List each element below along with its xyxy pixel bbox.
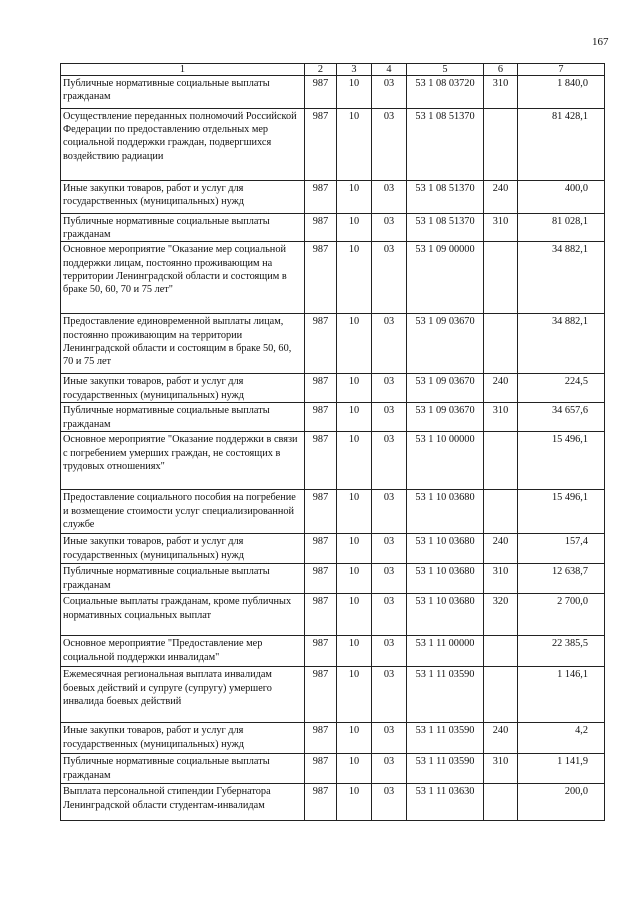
cell-pr: 03 bbox=[372, 594, 407, 636]
cell-gr: 987 bbox=[305, 374, 337, 403]
column-header: 2 bbox=[305, 64, 337, 76]
cell-sum: 15 496,1 bbox=[518, 432, 605, 490]
cell-rz: 10 bbox=[337, 314, 372, 374]
cell-pr: 03 bbox=[372, 374, 407, 403]
cell-sum: 34 657,6 bbox=[518, 403, 605, 432]
table-row bbox=[61, 242, 605, 314]
cell-vr: 240 bbox=[484, 374, 518, 403]
cell-vr: 310 bbox=[484, 76, 518, 109]
cell-gr: 987 bbox=[305, 76, 337, 109]
cell-csr: 53 1 08 51370 bbox=[407, 214, 484, 242]
cell-rz: 10 bbox=[337, 594, 372, 636]
row-name: Иные закупки товаров, работ и услуг для государственных (муниципальных) нужд bbox=[61, 534, 305, 564]
cell-csr: 53 1 09 03670 bbox=[407, 314, 484, 374]
cell-pr: 03 bbox=[372, 432, 407, 490]
cell-sum: 1 141,9 bbox=[518, 754, 605, 784]
cell-sum: 22 385,5 bbox=[518, 636, 605, 667]
table-row bbox=[61, 723, 605, 754]
cell-csr: 53 1 08 51370 bbox=[407, 109, 484, 181]
cell-vr: 310 bbox=[484, 214, 518, 242]
row-name: Социальные выплаты гражданам, кроме публичных нормативных социальных выплат bbox=[61, 594, 305, 636]
table-row bbox=[61, 636, 605, 667]
cell-gr: 987 bbox=[305, 314, 337, 374]
cell-sum: 2 700,0 bbox=[518, 594, 605, 636]
table-row bbox=[61, 432, 605, 490]
cell-sum: 157,4 bbox=[518, 534, 605, 564]
cell-vr bbox=[484, 784, 518, 821]
cell-csr: 53 1 11 00000 bbox=[407, 636, 484, 667]
cell-sum: 200,0 bbox=[518, 784, 605, 821]
cell-vr: 240 bbox=[484, 181, 518, 214]
cell-csr: 53 1 11 03590 bbox=[407, 754, 484, 784]
row-name: Иные закупки товаров, работ и услуг для государственных (муниципальных) нужд bbox=[61, 374, 305, 403]
cell-pr: 03 bbox=[372, 564, 407, 594]
cell-pr: 03 bbox=[372, 784, 407, 821]
cell-sum: 34 882,1 bbox=[518, 314, 605, 374]
cell-gr: 987 bbox=[305, 594, 337, 636]
cell-sum: 81 428,1 bbox=[518, 109, 605, 181]
cell-rz: 10 bbox=[337, 667, 372, 723]
cell-rz: 10 bbox=[337, 109, 372, 181]
cell-vr: 320 bbox=[484, 594, 518, 636]
table-header-row bbox=[61, 64, 605, 76]
row-name: Публичные нормативные социальные выплаты гражданам bbox=[61, 76, 305, 109]
row-name: Предоставление единовременной выплаты лицам, постоянно проживающим на территории Ленинградской области и состоящим в браке 50, 60, 70 и 75 лет bbox=[61, 314, 305, 374]
cell-rz: 10 bbox=[337, 490, 372, 534]
row-name: Ежемесячная региональная выплата инвалидам боевых действий и супруге (супругу) умершего инвалида боевых действий bbox=[61, 667, 305, 723]
table-row bbox=[61, 374, 605, 403]
cell-rz: 10 bbox=[337, 723, 372, 754]
row-name: Публичные нормативные социальные выплаты гражданам bbox=[61, 214, 305, 242]
cell-csr: 53 1 10 03680 bbox=[407, 534, 484, 564]
table-row bbox=[61, 667, 605, 723]
cell-pr: 03 bbox=[372, 109, 407, 181]
column-header: 6 bbox=[484, 64, 518, 76]
cell-pr: 03 bbox=[372, 534, 407, 564]
row-name: Осуществление переданных полномочий Российской Федерации по предоставлению отдельных мер социальной поддержки граждан, подвергшихся воздействию радиации bbox=[61, 109, 305, 181]
table-row bbox=[61, 76, 605, 109]
cell-pr: 03 bbox=[372, 490, 407, 534]
cell-csr: 53 1 10 00000 bbox=[407, 432, 484, 490]
column-header: 4 bbox=[372, 64, 407, 76]
cell-csr: 53 1 10 03680 bbox=[407, 564, 484, 594]
cell-csr: 53 1 11 03590 bbox=[407, 723, 484, 754]
row-name: Публичные нормативные социальные выплаты гражданам bbox=[61, 564, 305, 594]
cell-csr: 53 1 10 03680 bbox=[407, 490, 484, 534]
cell-gr: 987 bbox=[305, 723, 337, 754]
table-row bbox=[61, 490, 605, 534]
cell-rz: 10 bbox=[337, 432, 372, 490]
cell-pr: 03 bbox=[372, 242, 407, 314]
cell-gr: 987 bbox=[305, 490, 337, 534]
cell-gr: 987 bbox=[305, 109, 337, 181]
column-header: 1 bbox=[61, 64, 305, 76]
cell-gr: 987 bbox=[305, 754, 337, 784]
table-row bbox=[61, 754, 605, 784]
cell-csr: 53 1 10 03680 bbox=[407, 594, 484, 636]
table-row bbox=[61, 534, 605, 564]
cell-rz: 10 bbox=[337, 76, 372, 109]
cell-vr bbox=[484, 242, 518, 314]
cell-rz: 10 bbox=[337, 636, 372, 667]
cell-rz: 10 bbox=[337, 242, 372, 314]
row-name: Основное мероприятие "Оказание поддержки в связи с погребением умерших граждан, не состоящих в трудовых отношениях" bbox=[61, 432, 305, 490]
cell-gr: 987 bbox=[305, 181, 337, 214]
cell-vr: 310 bbox=[484, 564, 518, 594]
row-name: Иные закупки товаров, работ и услуг для государственных (муниципальных) нужд bbox=[61, 723, 305, 754]
column-header: 3 bbox=[337, 64, 372, 76]
column-header: 5 bbox=[407, 64, 484, 76]
row-name: Публичные нормативные социальные выплаты гражданам bbox=[61, 754, 305, 784]
cell-csr: 53 1 08 03720 bbox=[407, 76, 484, 109]
cell-sum: 4,2 bbox=[518, 723, 605, 754]
cell-rz: 10 bbox=[337, 403, 372, 432]
table-row bbox=[61, 564, 605, 594]
cell-rz: 10 bbox=[337, 214, 372, 242]
cell-vr bbox=[484, 109, 518, 181]
cell-sum: 1 146,1 bbox=[518, 667, 605, 723]
table-row bbox=[61, 314, 605, 374]
cell-csr: 53 1 09 00000 bbox=[407, 242, 484, 314]
cell-gr: 987 bbox=[305, 214, 337, 242]
cell-sum: 15 496,1 bbox=[518, 490, 605, 534]
table-row bbox=[61, 594, 605, 636]
cell-pr: 03 bbox=[372, 76, 407, 109]
cell-csr: 53 1 08 51370 bbox=[407, 181, 484, 214]
budget-table bbox=[60, 63, 605, 821]
cell-pr: 03 bbox=[372, 214, 407, 242]
column-header: 7 bbox=[518, 64, 605, 76]
cell-vr bbox=[484, 314, 518, 374]
table-row bbox=[61, 214, 605, 242]
cell-rz: 10 bbox=[337, 564, 372, 594]
table-row bbox=[61, 784, 605, 821]
cell-rz: 10 bbox=[337, 181, 372, 214]
cell-pr: 03 bbox=[372, 181, 407, 214]
cell-gr: 987 bbox=[305, 534, 337, 564]
cell-vr: 240 bbox=[484, 723, 518, 754]
row-name: Иные закупки товаров, работ и услуг для государственных (муниципальных) нужд bbox=[61, 181, 305, 214]
cell-sum: 34 882,1 bbox=[518, 242, 605, 314]
cell-pr: 03 bbox=[372, 667, 407, 723]
table-row bbox=[61, 181, 605, 214]
cell-rz: 10 bbox=[337, 374, 372, 403]
cell-pr: 03 bbox=[372, 754, 407, 784]
cell-vr bbox=[484, 636, 518, 667]
cell-gr: 987 bbox=[305, 564, 337, 594]
cell-gr: 987 bbox=[305, 667, 337, 723]
cell-csr: 53 1 11 03630 bbox=[407, 784, 484, 821]
cell-gr: 987 bbox=[305, 784, 337, 821]
cell-rz: 10 bbox=[337, 534, 372, 564]
row-name: Основное мероприятие "Оказание мер социальной поддержки лицам, постоянно проживающим на территории Ленинградской области и состоящим в браке 50, 60, 70 и 75 лет" bbox=[61, 242, 305, 314]
cell-pr: 03 bbox=[372, 314, 407, 374]
cell-csr: 53 1 09 03670 bbox=[407, 374, 484, 403]
cell-sum: 224,5 bbox=[518, 374, 605, 403]
cell-vr: 310 bbox=[484, 754, 518, 784]
row-name: Выплата персональной стипендии Губернатора Ленинградской области студентам-инвалидам bbox=[61, 784, 305, 821]
cell-rz: 10 bbox=[337, 784, 372, 821]
cell-pr: 03 bbox=[372, 723, 407, 754]
row-name: Предоставление социального пособия на погребение и возмещение стоимости услуг специализированной службе bbox=[61, 490, 305, 534]
cell-gr: 987 bbox=[305, 403, 337, 432]
cell-gr: 987 bbox=[305, 432, 337, 490]
cell-csr: 53 1 11 03590 bbox=[407, 667, 484, 723]
cell-pr: 03 bbox=[372, 403, 407, 432]
cell-vr: 240 bbox=[484, 534, 518, 564]
cell-sum: 81 028,1 bbox=[518, 214, 605, 242]
cell-sum: 1 840,0 bbox=[518, 76, 605, 109]
cell-pr: 03 bbox=[372, 636, 407, 667]
cell-sum: 12 638,7 bbox=[518, 564, 605, 594]
row-name: Публичные нормативные социальные выплаты гражданам bbox=[61, 403, 305, 432]
table-row bbox=[61, 403, 605, 432]
cell-rz: 10 bbox=[337, 754, 372, 784]
cell-gr: 987 bbox=[305, 242, 337, 314]
cell-vr: 310 bbox=[484, 403, 518, 432]
cell-vr bbox=[484, 432, 518, 490]
cell-csr: 53 1 09 03670 bbox=[407, 403, 484, 432]
page-number: 167 bbox=[592, 36, 609, 48]
cell-vr bbox=[484, 490, 518, 534]
row-name: Основное мероприятие "Предоставление мер социальной поддержки инвалидам" bbox=[61, 636, 305, 667]
cell-sum: 400,0 bbox=[518, 181, 605, 214]
table-row bbox=[61, 109, 605, 181]
cell-vr bbox=[484, 667, 518, 723]
cell-gr: 987 bbox=[305, 636, 337, 667]
